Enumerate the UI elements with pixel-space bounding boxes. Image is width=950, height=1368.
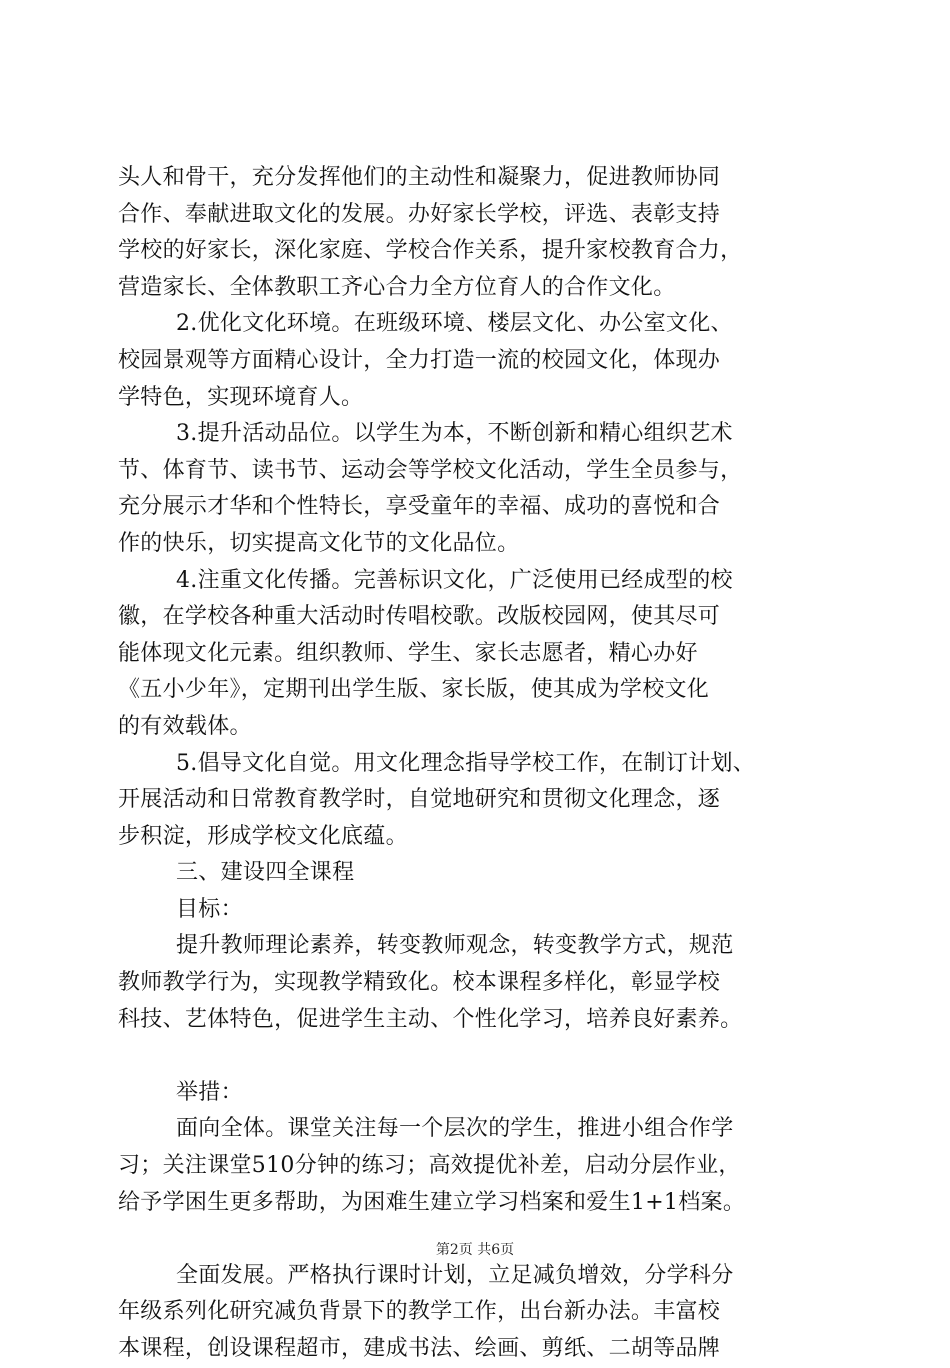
text-line: 科技、艺体特色，促进学生主动、个性化学习，培养良好素养。 [118, 1006, 743, 1032]
paragraph-start-line: 提升教师理论素养，转变教师观念，转变教学方式，规范 [176, 933, 734, 959]
text-line: 能体现文化元素。组织教师、学生、家长志愿者，精心办好 [118, 640, 698, 666]
section-heading: 三、建设四全课程 [176, 860, 355, 886]
paragraph-start-line: 面向全体。课堂关注每一个层次的学生，推进小组合作学 [176, 1116, 734, 1142]
subheading-goal: 目标： [176, 896, 243, 922]
paragraph-start-line: 2.优化文化环境。在班级环境、楼层文化、办公室文化、 [176, 311, 733, 337]
paragraph-start-line: 全面发展。严格执行课时计划，立足减负增效，分学科分 [176, 1262, 734, 1288]
text-line: 校园景观等方面精心设计，全力打造一流的校园文化，体现办 [118, 347, 721, 373]
text-line: 年级系列化研究减负背景下的教学工作，出台新办法。丰富校 [118, 1299, 721, 1325]
paragraph-start-line: 3.提升活动品位。以学生为本，不断创新和精心组织艺术 [176, 421, 733, 447]
text-line: 本课程，创设课程超市，建成书法、绘画、剪纸、二胡等品牌 [118, 1336, 721, 1361]
text-line: 作的快乐，切实提高文化节的文化品位。 [118, 530, 520, 556]
text-line: 营造家长、全体教职工齐心合力全方位育人的合作文化。 [118, 274, 676, 300]
page-footer [0, 1240, 950, 1260]
text-line: 学校的好家长，深化家庭、学校合作关系，提升家校教育合力， [118, 238, 743, 264]
text-line: 徽，在学校各种重大活动时传唱校歌。改版校园网，使其尽可 [118, 604, 721, 630]
blank-line [118, 1038, 838, 1075]
document-body [118, 160, 838, 1368]
paragraph-start-line: 5.倡导文化自觉。用文化理念指导学校工作，在制订计划、 [176, 750, 756, 776]
text-line: 头人和骨干，充分发挥他们的主动性和凝聚力，促进教师协同 [118, 165, 721, 190]
text-line: 的有效载体。 [118, 713, 252, 739]
text-line: 合作、奉献进取文化的发展。办好家长学校，评选、表彰支持 [118, 201, 721, 227]
paragraph-start-line: 4.注重文化传播。完善标识文化，广泛使用已经成型的校 [176, 567, 733, 593]
text-line: 步积淀，形成学校文化底蕴。 [118, 823, 408, 849]
text-line: 《五小少年》，定期刊出学生版、家长版，使其成为学校文化 [118, 677, 710, 703]
text-line: 给予学困生更多帮助，为困难生建立学习档案和爱生1+1档案。 [118, 1189, 746, 1215]
text-line: 充分展示才华和个性特长，享受童年的幸福、成功的喜悦和合 [118, 494, 721, 520]
text-line: 教师教学行为，实现教学精致化。校本课程多样化，彰显学校 [118, 970, 721, 996]
text-line: 开展活动和日常教育教学时，自觉地研究和贯彻文化理念，逐 [118, 787, 721, 813]
page-number-label: 第2页 共6页 [435, 1242, 515, 1258]
subheading-measures: 举措： [176, 1079, 243, 1105]
text-line: 节、体育节、读书节、运动会等学校文化活动，学生全员参与， [118, 457, 743, 483]
text-line: 学特色，实现环境育人。 [118, 384, 364, 410]
text-line: 习；关注课堂510分钟的练习；高效提优补差，启动分层作业， [118, 1153, 741, 1179]
